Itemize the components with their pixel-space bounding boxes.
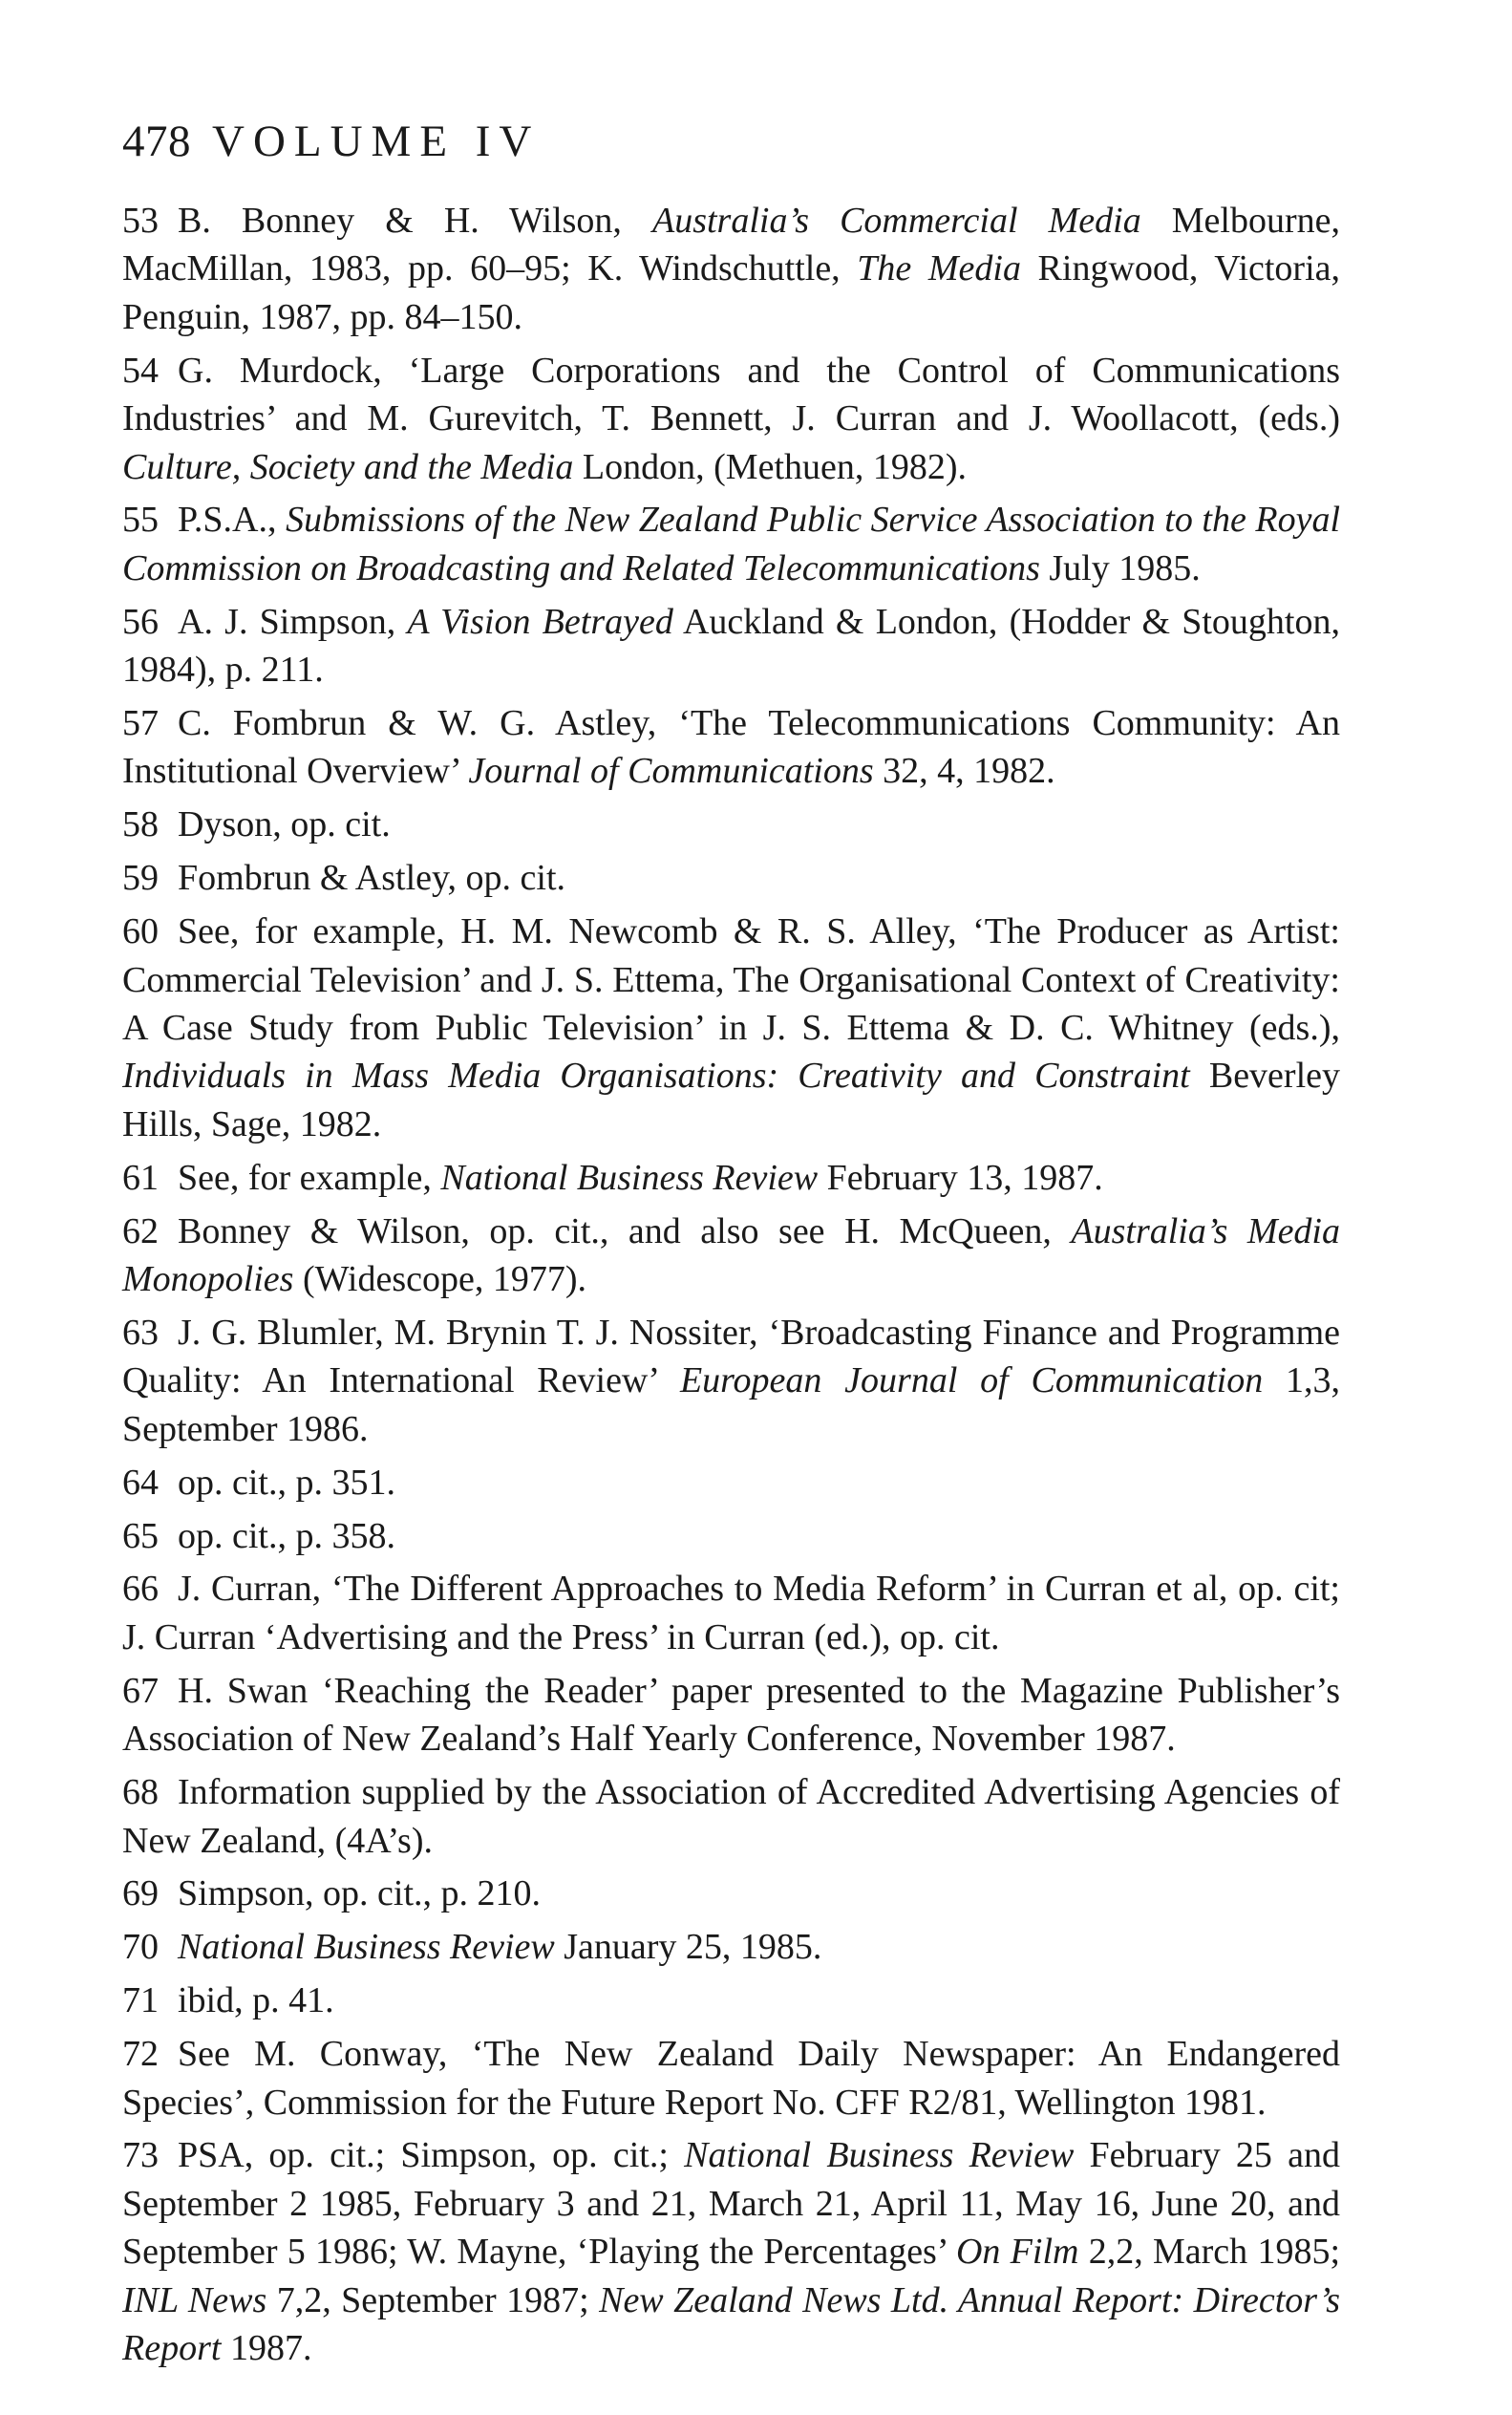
endnote-text: Melbourne, MacMillan, 1983, pp. 60–95; K. Windschuttle,: [122, 201, 1340, 289]
endnote-text: 32, 4, 1982.: [873, 751, 1055, 792]
endnote-text: 1987.: [221, 2328, 312, 2369]
endnote-text: January 25, 1985.: [554, 1927, 822, 1968]
endnote-text: London, (Methuen, 1982).: [573, 446, 968, 487]
endnote-number: 71: [122, 1980, 159, 2021]
endnote-number: 63: [122, 1312, 159, 1353]
endnote-number: 64: [122, 1462, 159, 1503]
endnote: [122, 908, 1340, 1148]
endnote-text: G. Murdock, ‘Large Corporations and the Control of Communications Industries’ and M. Gurevitch, T. Bennett, J. Curran and J. Woollacott, (eds.): [122, 350, 1340, 439]
endnote-text: op. cit., p. 351.: [178, 1462, 395, 1503]
endnote-title: On Film: [955, 2232, 1079, 2273]
endnote-text: Bonney & Wilson, op. cit., and also see H. McQueen,: [178, 1210, 1072, 1251]
endnote: [122, 598, 1340, 695]
endnote-title: National Business Review: [178, 1927, 555, 1968]
endnote-number: 73: [122, 2135, 159, 2176]
endnote: [122, 1667, 1340, 1763]
endnote: [122, 1870, 1340, 1917]
endnote: [122, 2131, 1340, 2372]
endnote-text: Dyson, op. cit.: [178, 804, 391, 845]
endnote-title: National Business Review: [440, 1157, 819, 1198]
endnote: [122, 801, 1340, 848]
endnote-text: Information supplied by the Association of Accredited Advertising Agencies of New Zealand, (4A’s).: [122, 1772, 1340, 1861]
endnote-number: 55: [122, 500, 159, 541]
endnote-text: 1,3, September 1986.: [122, 1360, 1341, 1449]
endnote-title: European Journal of Communication: [679, 1360, 1264, 1401]
endnote-number: 61: [122, 1157, 159, 1198]
endnote: [122, 496, 1340, 592]
endnote-title: National Business Review: [684, 2135, 1075, 2176]
endnote: [122, 699, 1340, 796]
endnote: [122, 1565, 1340, 1661]
endnote: [122, 1768, 1340, 1865]
endnote-number: 72: [122, 2034, 159, 2075]
page: [122, 113, 1340, 2378]
endnote-text: C. Fombrun & W. G. Astley, ‘The Telecommunications Community: An Institutional Overview’: [122, 703, 1340, 792]
endnote: [122, 197, 1340, 341]
endnote-title: Individuals in Mass Media Organisations: Creativity and Constraint: [122, 1056, 1190, 1097]
endnote-number: 56: [122, 601, 159, 642]
endnote-text: Beverley Hills, Sage, 1982.: [122, 1056, 1340, 1144]
endnote-text: July 1985.: [1039, 547, 1201, 588]
endnote-text: See, for example,: [178, 1157, 441, 1198]
endnote: [122, 1923, 1340, 1971]
endnote-text: (Widescope, 1977).: [293, 1259, 587, 1300]
endnote-number: 59: [122, 858, 159, 899]
endnote: [122, 1512, 1340, 1560]
endnote-number: 58: [122, 804, 159, 845]
endnote-number: 70: [122, 1927, 159, 1968]
endnote-title: Australia’s Commercial Media: [652, 201, 1141, 241]
endnote-text: Ringwood, Victoria, Penguin, 1987, pp. 84–150.: [122, 248, 1341, 337]
endnote-text: A. J. Simpson,: [178, 601, 408, 642]
endnote-number: 67: [122, 1670, 159, 1711]
endnote: [122, 1154, 1340, 1202]
endnote-number: 68: [122, 1772, 159, 1813]
endnote-title: Culture, Society and the Media: [122, 446, 574, 487]
endnote-text: P.S.A.,: [178, 500, 287, 541]
endnote-title: The Media: [857, 248, 1021, 289]
endnotes-list: [122, 197, 1340, 2372]
endnote-text: ibid, p. 41.: [178, 1980, 334, 2021]
endnote-text: H. Swan ‘Reaching the Reader’ paper presented to the Magazine Publisher’s Association of New Zealand’s Half Yearly Conference, November 1987.: [122, 1670, 1340, 1760]
endnote-number: 66: [122, 1569, 159, 1610]
running-head: [122, 113, 1340, 170]
endnote-text: J. Curran, ‘The Different Approaches to Media Reform’ in Curran et al, op. cit; J. Curran ‘Advertising and the Press’ in Curran (ed.), op. cit.: [122, 1569, 1340, 1657]
endnote-text: Auckland & London, (Hodder & Stoughton, 1984), p. 211.: [122, 601, 1340, 691]
endnote: [122, 854, 1340, 902]
endnote-title: A Vision Betrayed: [407, 601, 673, 642]
endnote-number: 54: [122, 350, 159, 391]
endnote: [122, 1208, 1340, 1304]
endnote-text: B. Bonney & H. Wilson,: [178, 201, 652, 241]
endnote-title: Journal of Communications: [468, 751, 874, 792]
endnote-text: See, for example, H. M. Newcomb & R. S. Alley, ‘The Producer as Artist: Commercial Television’ and J. S. Ettema, The Organisational Context of Creativity: A Case Study from Public Television’ in J. S. Ettema & D. C. Whitney (eds.),: [122, 911, 1340, 1048]
endnote-number: 62: [122, 1210, 159, 1251]
endnote-number: 57: [122, 703, 159, 744]
endnote-title: INL News: [122, 2279, 267, 2320]
endnote-text: J. G. Blumler, M. Brynin T. J. Nossiter, ‘Broadcasting Finance and Programme Quality: An International Review’: [122, 1312, 1340, 1401]
endnote-title: New Zealand News Ltd. Annual Report: Director’s Report: [122, 2279, 1340, 2369]
endnote-text: 2,2, March 1985;: [1078, 2232, 1341, 2273]
endnote-text: PSA, op. cit.; Simpson, op. cit.;: [178, 2135, 685, 2176]
endnote-number: 53: [122, 201, 159, 241]
endnote-title: Australia’s Media Monopolies: [122, 1210, 1340, 1300]
endnote-text: Simpson, op. cit., p. 210.: [178, 1873, 542, 1914]
endnote: [122, 1309, 1340, 1453]
endnote: [122, 347, 1340, 491]
endnote-number: 65: [122, 1515, 159, 1556]
endnote: [122, 1459, 1340, 1507]
volume-label: VOLUME IV: [212, 117, 541, 166]
endnote-text: February 13, 1987.: [818, 1157, 1103, 1198]
page-number: 478: [122, 117, 191, 166]
endnote: [122, 1977, 1340, 2024]
endnote-text: Fombrun & Astley, op. cit.: [178, 858, 566, 899]
endnote-text: op. cit., p. 358.: [178, 1515, 395, 1556]
endnote-text: 7,2, September 1987;: [266, 2279, 600, 2320]
endnote-text: See M. Conway, ‘The New Zealand Daily Newspaper: An Endangered Species’, Commission for the Future Report No. CFF R2/81, Wellington 1981.: [122, 2034, 1340, 2123]
endnote: [122, 2030, 1340, 2126]
endnote-text: February 25 and September 2 1985, February 3 and 21, March 21, April 11, May 16, June 20, and September 5 1986; W. Mayne, ‘Playing the Percentages’: [122, 2135, 1341, 2273]
endnote-title: Submissions of the New Zealand Public Service Association to the Royal Commission on Broadcasting and Related Telecommunications: [122, 500, 1341, 588]
endnote-number: 69: [122, 1873, 159, 1914]
endnote-number: 60: [122, 911, 159, 952]
